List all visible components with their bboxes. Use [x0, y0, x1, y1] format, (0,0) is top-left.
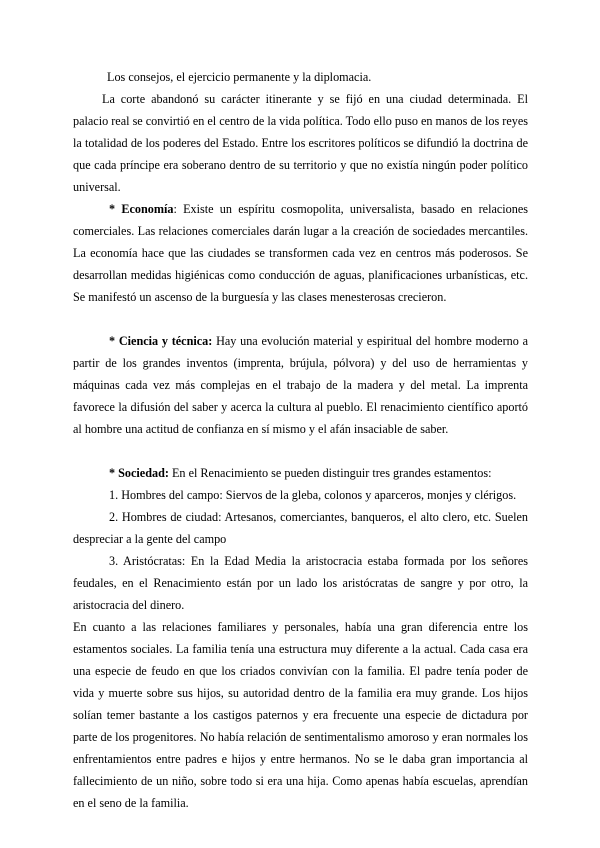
intro-line: [73, 66, 528, 88]
sociedad-item-2: [73, 506, 528, 550]
economia-heading: * Economía: [109, 202, 174, 216]
relaciones-paragraph: [73, 616, 528, 814]
sociedad-item-1: [73, 484, 528, 506]
economia-text: : Existe un espíritu cosmopolita, universalista, basado en relaciones comerciales. Las relaciones comerciales darán lugar a la creación de sociedades mercantiles. La economía hace que las ciudades se transformen cada vez en centros más poderosos. Se desarrollan medidas higiénicas como conducción de aguas, planificaciones urbanísticas, etc. Se manifestó un ascenso de la burguesía y las clases menesterosas crecieron.: [73, 202, 529, 304]
sociedad-item-text: 1. Hombres del campo: Siervos de la gleba, colonos y aparceros, monjes y clérigos.: [109, 488, 517, 502]
sociedad-item-text: 2. Hombres de ciudad: Artesanos, comerciantes, banqueros, el alto clero, etc. Suelen despreciar a la gente del campo: [73, 510, 528, 546]
intro-paragraph: [73, 88, 528, 198]
sociedad-item-text: 3. Aristócratas: En la Edad Media la aristocracia estaba formada por los señores feudales, en el Renacimiento están por un lado los aristócratas de sangre y por otro, la aristocracia del dinero.: [73, 554, 528, 612]
sociedad-paragraph: [73, 462, 528, 484]
sociedad-text: En el Renacimiento se pueden distinguir tres grandes estamentos:: [168, 466, 492, 480]
intro-line-text: Los consejos, el ejercicio permanente y la diplomacia.: [107, 70, 372, 84]
ciencia-paragraph: [73, 330, 528, 440]
relaciones-text: En cuanto a las relaciones familiares y personales, había una gran diferencia entre los estamentos sociales. La familia tenía una estructura muy diferente a la actual. Cada casa era una especie de feudo en que los criados convivían con la familia. El padre tenía poder de vida y muerte sobre sus hijos, su autoridad dentro de la familia era muy grande. Los hijos solían temer bastante a los castigos paternos y era frecuente una especie de dictadura por parte de los progenitores. No había relación de sentimentalismo amoroso y eran normales los enfrentamientos entre padres e hijos y entre hermanos. No se le daba gran importancia al fallecimiento de un niño, sobre todo si era una hija. Como apenas había escuelas, aprendían en el seno de la familia.: [73, 620, 528, 810]
economia-paragraph: [73, 198, 528, 308]
ciencia-text: Hay una evolución material y espiritual del hombre moderno a partir de los grandes inventos (imprenta, brújula, pólvora) y del uso de herramientas y máquinas cada vez más complejas en el trabajo de la madera y del metal. La imprenta favorece la difusión del saber y acerca la cultura al pueblo. El renacimiento científico aportó al hombre una actitud de confianza en sí mismo y el afán insaciable de saber.: [73, 334, 528, 436]
sociedad-heading: * Sociedad:: [109, 466, 169, 480]
intro-paragraph-text: La corte abandonó su carácter itinerante y se fijó en una ciudad determinada. El palacio real se convirtió en el centro de la vida política. Todo ello puso en manos de los reyes la totalidad de los poderes del Estado. Entre los escritores políticos se difundió la doctrina de que cada príncipe era soberano dentro de su territorio y que no existía ningún poder político universal.: [73, 92, 528, 194]
sociedad-item-3: [73, 550, 528, 616]
ciencia-heading: * Ciencia y técnica:: [109, 334, 213, 348]
